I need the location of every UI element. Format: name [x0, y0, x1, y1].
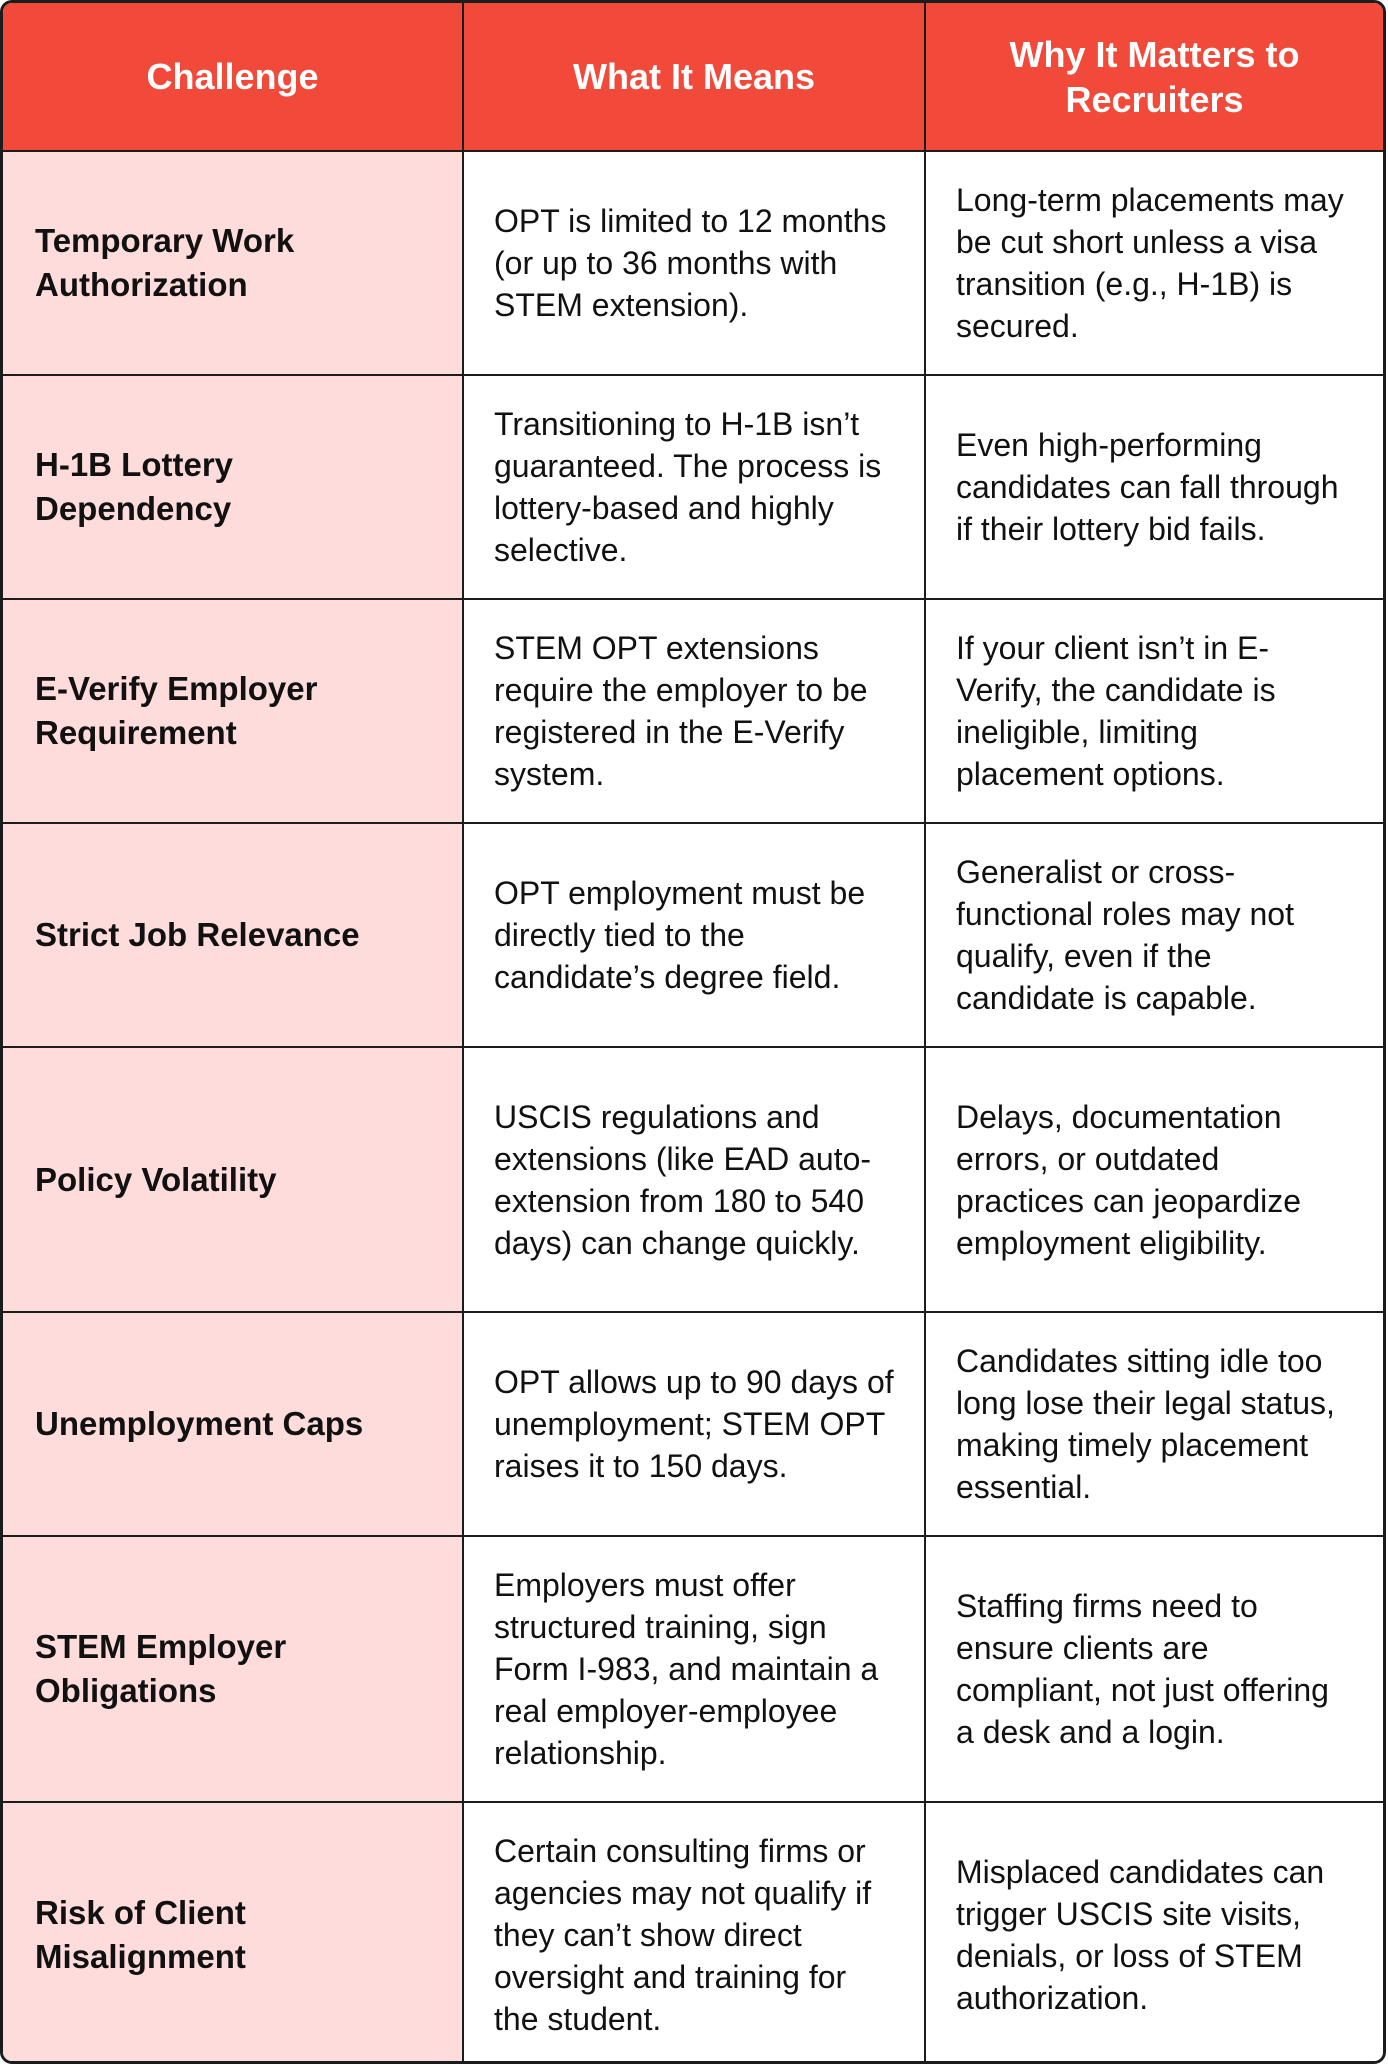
header-challenge: Challenge — [3, 3, 463, 151]
matters-cell: Generalist or cross-functional roles may not qualify, even if the candidate is capable. — [925, 823, 1383, 1047]
matters-cell: Candidates sitting idle too long lose their legal status, making timely placement essential. — [925, 1312, 1383, 1536]
challenge-cell: Temporary Work Authorization — [3, 151, 463, 375]
means-cell: OPT allows up to 90 days of unemployment; STEM OPT raises it to 150 days. — [463, 1312, 925, 1536]
table-body — [3, 151, 1383, 2064]
challenge-cell: Strict Job Relevance — [3, 823, 463, 1047]
table-row — [3, 1312, 1383, 1536]
opt-challenges-table — [3, 3, 1383, 2064]
matters-cell: Delays, documentation errors, or outdated practices can jeopardize employment eligibility. — [925, 1047, 1383, 1312]
matters-cell: Staffing firms need to ensure clients are compliant, not just offering a desk and a login. — [925, 1536, 1383, 1802]
matters-cell: Misplaced candidates can trigger USCIS site visits, denials, or loss of STEM authorization. — [925, 1802, 1383, 2064]
challenge-cell: STEM Employer Obligations — [3, 1536, 463, 1802]
matters-cell: Long-term placements may be cut short unless a visa transition (e.g., H-1B) is secured. — [925, 151, 1383, 375]
header-what-it-means: What It Means — [463, 3, 925, 151]
means-cell: Employers must offer structured training, sign Form I-983, and maintain a real employer-employee relationship. — [463, 1536, 925, 1802]
means-cell: Certain consulting firms or agencies may not qualify if they can’t show direct oversight and training for the student. — [463, 1802, 925, 2064]
table-row — [3, 1536, 1383, 1802]
table-row — [3, 823, 1383, 1047]
challenge-cell: E-Verify Employer Requirement — [3, 599, 463, 823]
means-cell: USCIS regulations and extensions (like EAD auto-extension from 180 to 540 days) can change quickly. — [463, 1047, 925, 1312]
table-header — [3, 3, 1383, 151]
challenge-cell: Unemployment Caps — [3, 1312, 463, 1536]
means-cell: OPT is limited to 12 months (or up to 36 months with STEM extension). — [463, 151, 925, 375]
means-cell: Transitioning to H-1B isn’t guaranteed. The process is lottery-based and highly selective. — [463, 375, 925, 599]
matters-cell: If your client isn’t in E-Verify, the candidate is ineligible, limiting placement options. — [925, 599, 1383, 823]
table-row — [3, 151, 1383, 375]
table-row — [3, 599, 1383, 823]
header-row — [3, 3, 1383, 151]
table-row — [3, 1802, 1383, 2064]
challenge-cell: Risk of Client Misalignment — [3, 1802, 463, 2064]
challenge-cell: Policy Volatility — [3, 1047, 463, 1312]
challenge-cell: H-1B Lottery Dependency — [3, 375, 463, 599]
header-why-it-matters: Why It Matters to Recruiters — [925, 3, 1383, 151]
means-cell: OPT employment must be directly tied to the candidate’s degree field. — [463, 823, 925, 1047]
table-row — [3, 375, 1383, 599]
matters-cell: Even high-performing candidates can fall through if their lottery bid fails. — [925, 375, 1383, 599]
means-cell: STEM OPT extensions require the employer to be registered in the E-Verify system. — [463, 599, 925, 823]
table-row — [3, 1047, 1383, 1312]
